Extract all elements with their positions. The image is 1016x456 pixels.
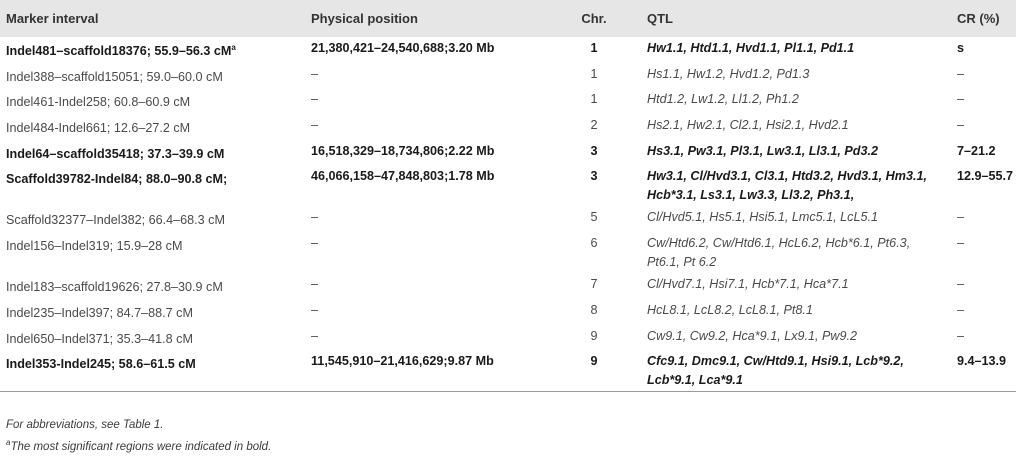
header-physical-position: Physical position — [311, 11, 418, 26]
cell-marker-interval — [0, 37, 305, 63]
cell-qtl — [641, 350, 951, 392]
header-qtl: QTL — [647, 11, 673, 26]
cell-marker-interval — [0, 140, 305, 166]
cell-physical-position-text: 46,066,158–47,848,803;1.78 Mb — [311, 169, 495, 184]
cell-physical-position-text: – — [311, 210, 319, 225]
cell-qtl-text: HcL8.1, LcL8.2, LcL8.1, Pt8.1 — [647, 302, 813, 317]
cell-cr — [951, 299, 1016, 325]
cell-qtl-text: Hs1.1, Hw1.2, Hvd1.2, Pd1.3 — [647, 66, 810, 81]
cell-physical-position — [305, 37, 547, 63]
cell-marker-interval-text: Indel235–Indel397; 84.7–88.7 cM — [6, 306, 193, 320]
table-row — [0, 299, 1016, 325]
cell-marker-interval-text: Indel481–scaffold18376; 55.9–56.3 cM — [6, 44, 232, 59]
cell-physical-position-text: 11,545,910–21,416,629;9.87 Mb — [311, 354, 494, 369]
table-body — [0, 37, 1016, 392]
cell-physical-position — [305, 325, 547, 351]
cell-chr-text: 9 — [590, 354, 598, 369]
cell-physical-position — [305, 165, 547, 206]
cell-marker-interval — [0, 114, 305, 140]
cell-marker-interval — [0, 165, 305, 206]
cell-physical-position-text: – — [311, 236, 319, 251]
cell-marker-interval — [0, 325, 305, 351]
footnote-sup-mark: a — [6, 438, 11, 447]
cell-qtl — [641, 88, 951, 114]
table-header-row — [0, 0, 1016, 37]
cell-cr — [951, 165, 1016, 206]
cell-qtl — [641, 165, 951, 206]
table-row — [0, 206, 1016, 232]
cell-physical-position-text: – — [311, 118, 319, 133]
cell-physical-position-text: 21,380,421–24,540,688;3.20 Mb — [311, 41, 495, 55]
cell-cr — [951, 325, 1016, 351]
cell-chr-text: 9 — [590, 328, 598, 343]
cell-chr — [547, 206, 641, 232]
table-row — [0, 37, 1016, 63]
table-row — [0, 350, 1016, 392]
cell-physical-position — [305, 63, 547, 89]
cell-cr-text: – — [957, 328, 965, 343]
cell-physical-position — [305, 299, 547, 325]
table-row — [0, 88, 1016, 114]
cell-chr-text: 3 — [590, 143, 598, 158]
cell-qtl — [641, 299, 951, 325]
cell-chr — [547, 63, 641, 89]
cell-qtl — [641, 206, 951, 232]
cell-qtl-text: Cw/Htd6.2, Cw/Htd6.1, HcL6.2, Hcb*6.1, Pt6.3, Pt6.1, Pt 6.2 — [647, 236, 911, 269]
cell-physical-position — [305, 350, 547, 392]
cell-marker-interval-text: Indel650–Indel371; 35.3–41.8 cM — [6, 331, 193, 346]
cell-chr — [547, 299, 641, 325]
header-cr: CR (%) — [957, 11, 1000, 26]
table-row — [0, 140, 1016, 166]
cell-physical-position — [305, 206, 547, 232]
cell-chr-text: 7 — [590, 277, 598, 292]
cell-physical-position-text: 16,518,329–18,734,806;2.22 Mb — [311, 143, 495, 158]
cell-cr-text: – — [957, 277, 965, 292]
cell-marker-interval — [0, 273, 305, 299]
cell-cr-text: – — [957, 92, 965, 107]
cell-chr — [547, 114, 641, 140]
cell-physical-position — [305, 114, 547, 140]
cell-chr-text: 6 — [590, 236, 598, 251]
cell-marker-interval-text: Indel353-Indel245; 58.6–61.5 cM — [6, 357, 196, 372]
table-row — [0, 232, 1016, 273]
table-row — [0, 273, 1016, 299]
cell-chr — [547, 88, 641, 114]
table-row — [0, 63, 1016, 89]
cell-cr — [951, 114, 1016, 140]
cell-qtl — [641, 325, 951, 351]
cell-marker-interval-text: Scaffold32377–Indel382; 66.4–68.3 cM — [6, 213, 225, 228]
cell-chr — [547, 232, 641, 273]
cell-physical-position — [305, 273, 547, 299]
cell-qtl — [641, 37, 951, 63]
cell-qtl-text: Cl/Hvd5.1, Hs5.1, Hsi5.1, Lmc5.1, LcL5.1 — [647, 210, 878, 225]
footnote-significance — [6, 434, 271, 456]
cell-physical-position-text: – — [311, 92, 319, 107]
cell-marker-interval — [0, 299, 305, 325]
cell-chr — [547, 37, 641, 63]
cell-physical-position — [305, 140, 547, 166]
cell-marker-interval-text: Indel388–scaffold15051; 59.0–60.0 cM — [6, 69, 223, 84]
cell-chr-text: 5 — [590, 210, 598, 225]
cell-chr-text: 8 — [590, 302, 598, 317]
cell-qtl-text: Cfc9.1, Dmc9.1, Cw/Htd9.1, Hsi9.1, Lcb*9.2, Lcb*9.1, Lca*9.1 — [647, 354, 904, 387]
cell-cr — [951, 140, 1016, 166]
cell-marker-interval — [0, 63, 305, 89]
table-row — [0, 165, 1016, 206]
header-chr: Chr. — [581, 11, 607, 26]
cell-cr — [951, 350, 1016, 392]
cell-qtl — [641, 63, 951, 89]
table-row — [0, 325, 1016, 351]
cell-qtl-text: Cw9.1, Cw9.2, Hca*9.1, Lx9.1, Pw9.2 — [647, 328, 857, 343]
cell-qtl — [641, 114, 951, 140]
cell-qtl — [641, 232, 951, 273]
cell-marker-interval-text: Indel484-Indel661; 12.6–27.2 cM — [6, 121, 191, 136]
footnote-significance-text: The most significant regions were indicated in bold. — [10, 440, 272, 453]
cell-cr — [951, 273, 1016, 299]
cell-cr — [951, 232, 1016, 273]
cell-physical-position-text: – — [311, 328, 319, 343]
cell-chr-text: 1 — [590, 66, 598, 81]
cell-qtl — [641, 273, 951, 299]
cell-qtl — [641, 140, 951, 166]
cell-cr-text: – — [957, 210, 965, 225]
cell-physical-position — [305, 88, 547, 114]
cell-cr-text: – — [957, 118, 965, 133]
cell-cr — [951, 37, 1016, 63]
cell-marker-interval-text: Indel183–scaffold19626; 27.8–30.9 cM — [6, 280, 223, 295]
table-footnotes — [6, 416, 271, 456]
cell-marker-interval-text: Indel64–scaffold35418; 37.3–39.9 cM — [6, 146, 225, 161]
cell-chr-text: 1 — [590, 41, 598, 55]
cell-chr-text: 3 — [590, 169, 598, 184]
cell-cr-text: – — [957, 66, 965, 81]
cell-chr — [547, 350, 641, 392]
cell-chr — [547, 165, 641, 206]
cell-qtl-text: Hs2.1, Hw2.1, Cl2.1, Hsi2.1, Hvd2.1 — [647, 118, 849, 133]
cell-qtl-text: Htd1.2, Lw1.2, Ll1.2, Ph1.2 — [647, 92, 799, 107]
cell-physical-position-text: – — [311, 302, 319, 317]
cell-marker-interval — [0, 350, 305, 392]
cell-chr — [547, 273, 641, 299]
cell-physical-position-text: – — [311, 277, 319, 292]
table-row — [0, 114, 1016, 140]
cell-qtl-text: Hw3.1, Cl/Hvd3.1, Cl3.1, Htd3.2, Hvd3.1, Hm3.1, Hcb*3.1, Ls3.1, Lw3.3, Ll3.2, Ph3.1, — [647, 169, 927, 202]
cell-cr-text: – — [957, 236, 965, 251]
cell-cr — [951, 206, 1016, 232]
footnote-abbreviations: For abbreviations, see Table 1. — [6, 419, 164, 431]
cell-marker-interval — [0, 206, 305, 232]
cell-cr — [951, 63, 1016, 89]
cell-cr-text: – — [957, 302, 965, 317]
cell-marker-interval-text: Scaffold39782-Indel84; 88.0–90.8 cM; — [6, 172, 228, 187]
cell-chr — [547, 325, 641, 351]
cell-physical-position-text: – — [311, 66, 319, 81]
cell-cr — [951, 88, 1016, 114]
cell-cr-text: 7–21.2 — [957, 143, 996, 158]
cell-physical-position — [305, 232, 547, 273]
cell-cr-text: 12.9–55.7 — [957, 169, 1014, 184]
cell-marker-interval — [0, 88, 305, 114]
cell-qtl-text: Hs3.1, Pw3.1, Pl3.1, Lw3.1, Ll3.1, Pd3.2 — [647, 143, 878, 158]
cell-cr-text: s — [957, 41, 965, 55]
cell-chr-text: 1 — [590, 92, 598, 107]
header-marker-interval: Marker interval — [6, 11, 99, 26]
cell-chr-text: 2 — [590, 118, 598, 133]
cell-marker-interval — [0, 232, 305, 273]
cell-marker-interval-text: Indel461-Indel258; 60.8–60.9 cM — [6, 95, 191, 110]
cell-chr — [547, 140, 641, 166]
cell-qtl-text: Cl/Hvd7.1, Hsi7.1, Hcb*7.1, Hca*7.1 — [647, 277, 849, 292]
superscript-note-mark: a — [231, 43, 236, 52]
cell-marker-interval-text: Indel156–Indel319; 15.9–28 cM — [6, 239, 183, 254]
cell-qtl-text: Hw1.1, Htd1.1, Hvd1.1, Pl1.1, Pd1.1 — [647, 41, 855, 55]
cell-cr-text: 9.4–13.9 — [957, 354, 1007, 369]
